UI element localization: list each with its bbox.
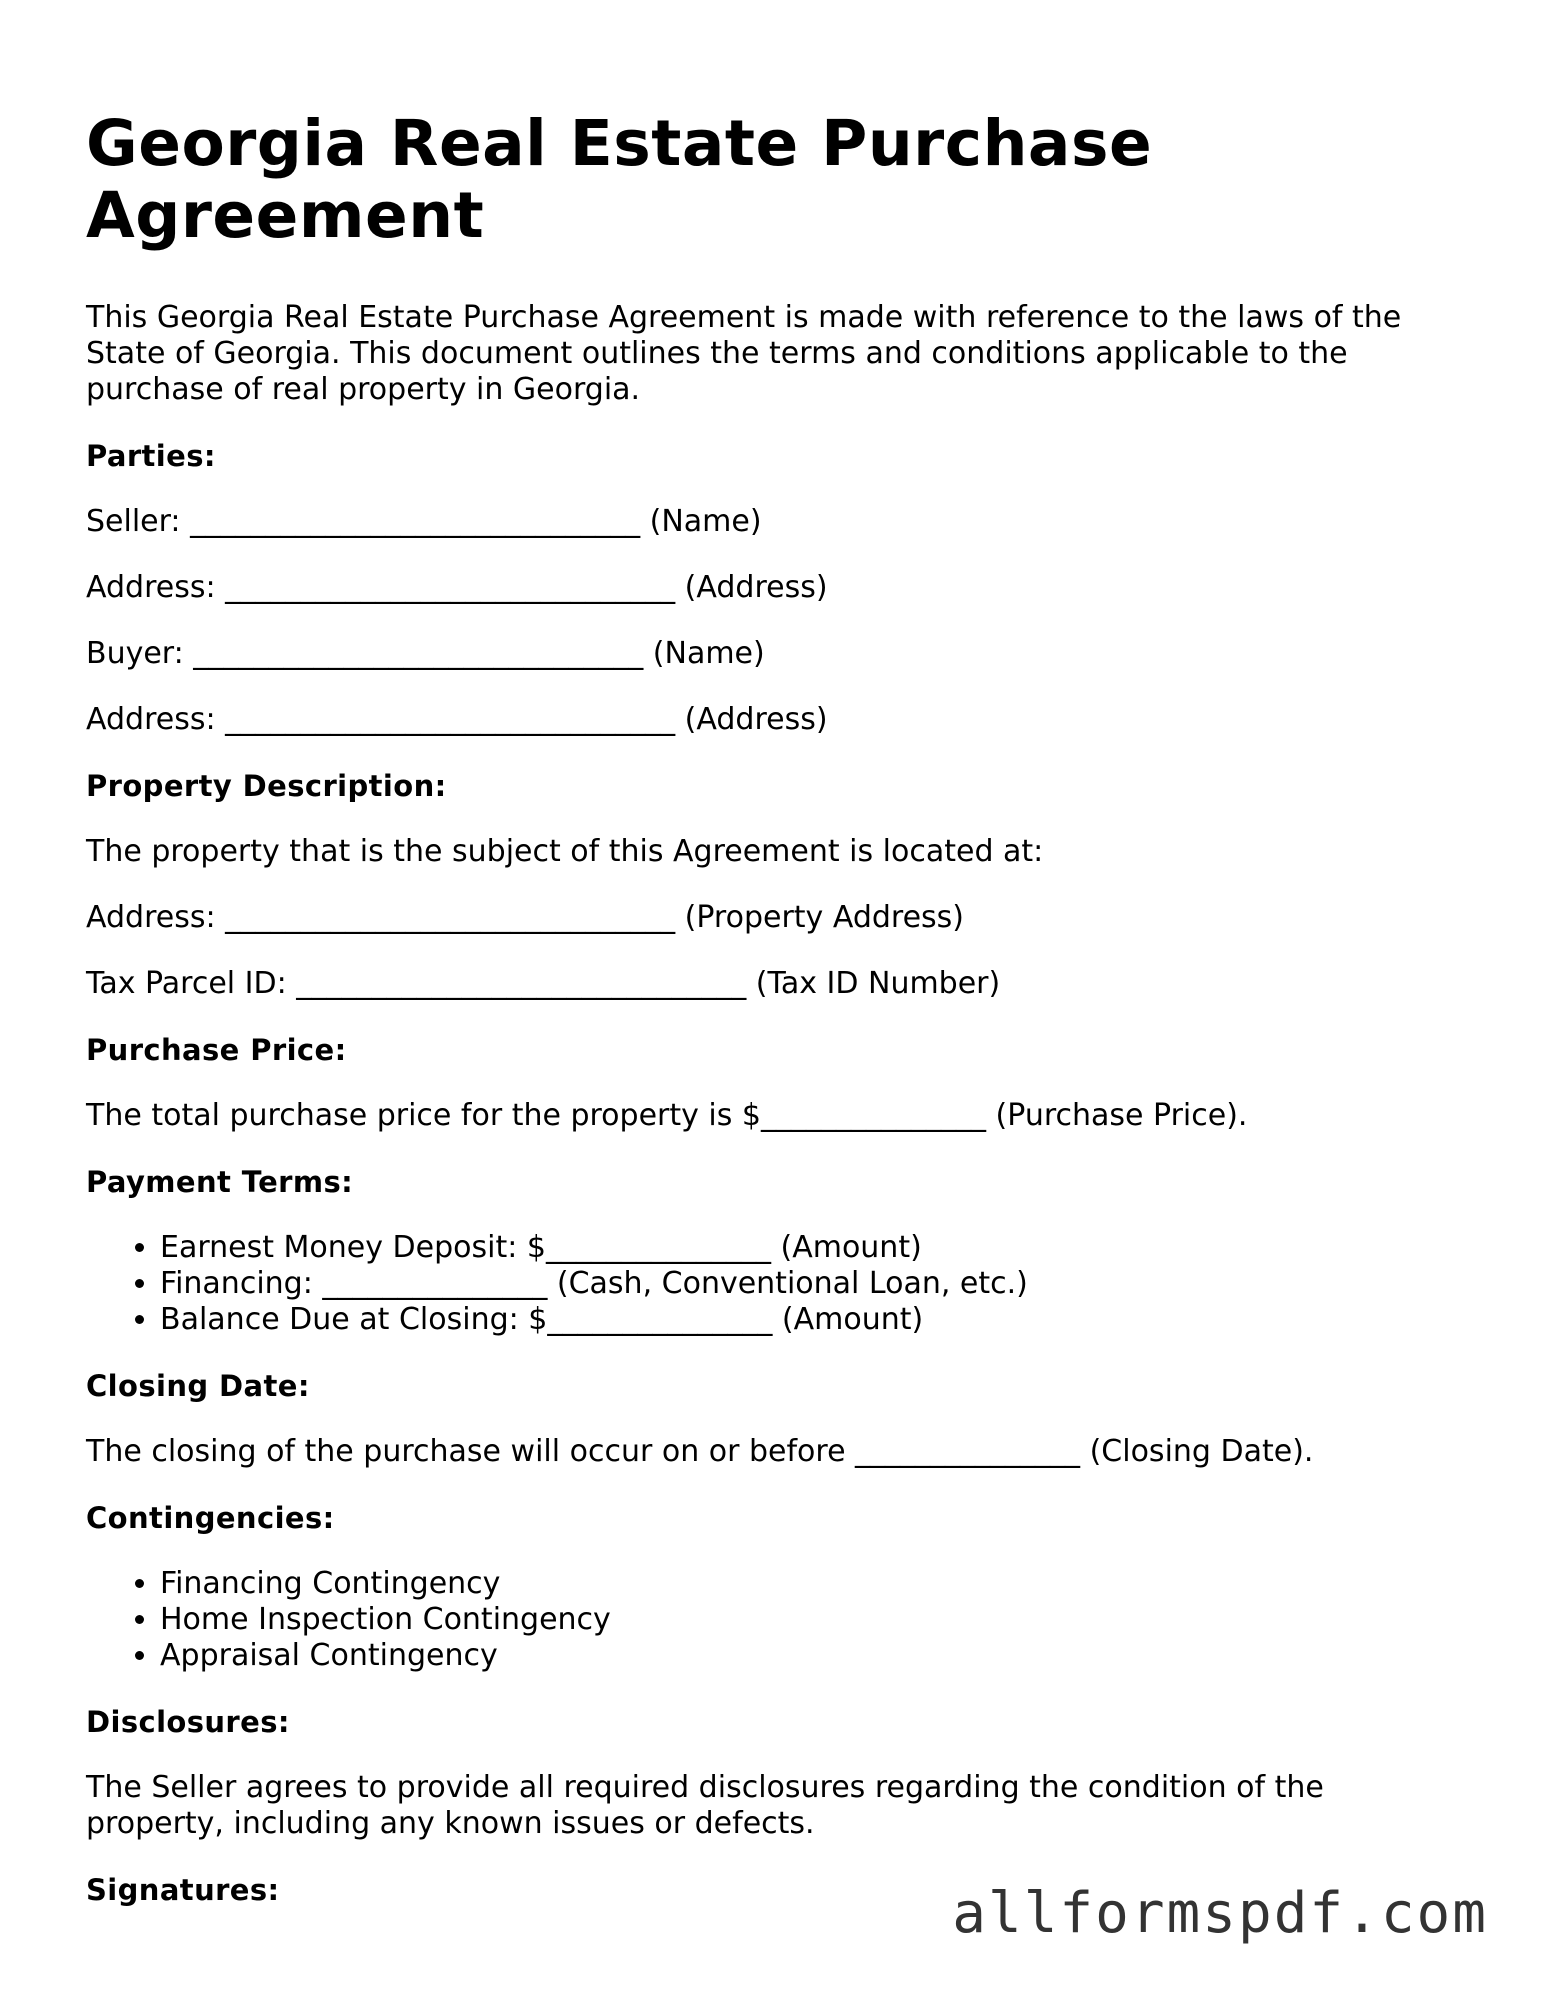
property-intro: The property that is the subject of this Agreement is located at: <box>86 834 1044 869</box>
document-page <box>86 108 1466 1938</box>
parties-heading: Parties: <box>86 439 216 473</box>
disclosures-heading: Disclosures: <box>86 1705 290 1739</box>
closing-date-heading: Closing Date: <box>86 1369 310 1403</box>
list-item: • Appraisal Contingency <box>160 1638 1466 1674</box>
seller-address-line: Address: ______________________________ (Address) <box>86 570 828 605</box>
purchase-price-text: The total purchase price for the property is $_______________ (Purchase Price). <box>86 1098 1248 1133</box>
list-item: • Financing: _______________ (Cash, Conventional Loan, etc.) <box>160 1266 1466 1302</box>
list-item: • Balance Due at Closing: $_______________ (Amount) <box>160 1302 1466 1338</box>
watermark-text: allformspdf.com <box>952 1881 1488 1946</box>
tax-parcel-line: Tax Parcel ID: ______________________________ (Tax ID Number) <box>86 966 1001 1001</box>
list-item: • Financing Contingency <box>160 1566 1466 1602</box>
payment-terms-heading: Payment Terms: <box>86 1165 354 1199</box>
intro-paragraph: This Georgia Real Estate Purchase Agreement is made with reference to the laws of the State of Georgia. This document outlines the terms and conditions applicable to the purchase of real property in Georgia. <box>86 300 1402 407</box>
list-item: • Earnest Money Deposit: $_______________ (Amount) <box>160 1230 1466 1266</box>
payment-terms-list <box>86 1230 1466 1338</box>
signatures-heading: Signatures: <box>86 1873 280 1907</box>
closing-date-text: The closing of the purchase will occur on or before _______________ (Closing Date). <box>86 1434 1314 1469</box>
buyer-address-line: Address: ______________________________ (Address) <box>86 702 828 737</box>
purchase-price-heading: Purchase Price: <box>86 1033 347 1067</box>
contingencies-heading: Contingencies: <box>86 1501 335 1535</box>
contingencies-list <box>86 1566 1466 1674</box>
buyer-line: Buyer: ______________________________ (Name) <box>86 636 765 671</box>
document-title: Georgia Real Estate Purchase Agreement <box>86 107 1153 252</box>
property-address-line: Address: ______________________________ (Property Address) <box>86 900 965 935</box>
seller-line: Seller: ______________________________ (Name) <box>86 504 762 539</box>
property-heading: Property Description: <box>86 769 447 803</box>
disclosures-text: The Seller agrees to provide all required disclosures regarding the condition of the property, including any known issues or defects. <box>86 1770 1324 1841</box>
list-item: • Home Inspection Contingency <box>160 1602 1466 1638</box>
